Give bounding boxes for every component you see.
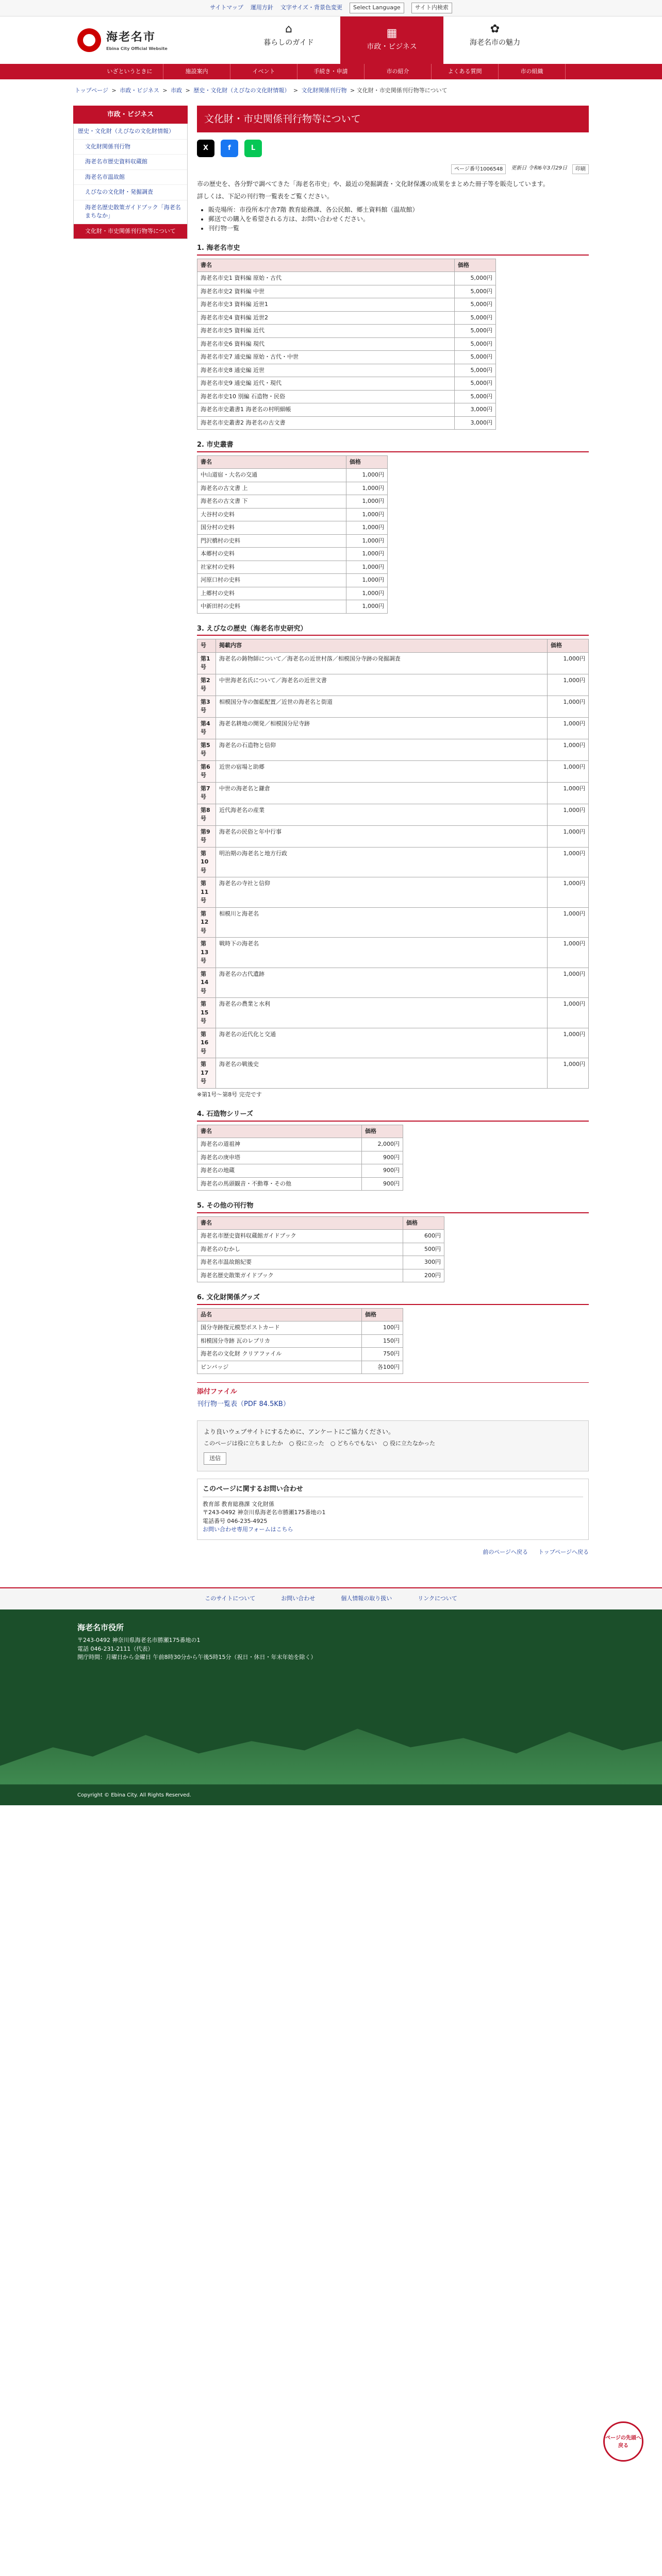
table-cell: 海老名の古文書 上 [197, 482, 346, 495]
table-cell: 1,000円 [548, 696, 589, 717]
table-cell: 1,000円 [548, 847, 589, 877]
table-cell: 150円 [362, 1334, 403, 1348]
table-cell: 海老名耕地の開発／相模国分尼寺跡 [216, 717, 548, 739]
table-cell: 海老名市史4 資料編 近世2 [197, 311, 455, 325]
quick-emergency[interactable]: いざというときに [96, 64, 163, 79]
column-header: 書名 [197, 259, 455, 272]
page-nav [197, 1548, 589, 1557]
soldout-note: ※第1号～第8号 完売です [197, 1091, 262, 1098]
city-history-table [197, 259, 496, 430]
column-header: 品名 [197, 1308, 362, 1321]
table-cell: 海老名の庚申塔 [197, 1151, 362, 1164]
table-cell: 1,000円 [548, 804, 589, 825]
utility-bar [0, 0, 662, 16]
table-cell: 1,000円 [346, 600, 388, 614]
table-row [197, 534, 388, 548]
table-row [197, 1177, 403, 1191]
page-title: 文化財・市史関係刊行物等について [197, 106, 589, 133]
table-cell: 1,000円 [346, 534, 388, 548]
table-cell: 海老名市史7 通史編 原始・古代・中世 [197, 351, 455, 364]
updated-date: 更新日 令和6年3月29日 [511, 165, 567, 171]
table-cell: 第8号 [197, 804, 216, 825]
table-cell: 5,000円 [455, 390, 496, 403]
contact-box [197, 1479, 589, 1540]
table-cell: 1,000円 [346, 482, 388, 495]
table-cell: 第17号 [197, 1058, 216, 1089]
pdf-download-link[interactable]: 刊行物一覧表（PDF 84.5KB） [197, 1400, 290, 1408]
column-header: 価格 [403, 1216, 444, 1230]
table-row [197, 272, 496, 285]
table-cell: 第15号 [197, 998, 216, 1028]
table-row [197, 377, 496, 391]
table-cell: 第3号 [197, 696, 216, 717]
table-header-row [197, 455, 388, 469]
table-cell: 本郷村の史料 [197, 548, 346, 561]
survey-label: このページは役に立ちましたか [204, 1440, 283, 1447]
column-header: 掲載内容 [216, 639, 548, 653]
table-cell: 海老名の馬頭観音・不動尊・その他 [197, 1177, 362, 1191]
table-cell: 第6号 [197, 760, 216, 782]
table-cell: 2,000円 [362, 1138, 403, 1151]
attachment-section [197, 1382, 589, 1413]
font-size-link[interactable]: 文字サイズ・背景色変更 [280, 4, 342, 11]
table-cell: 1,000円 [346, 508, 388, 521]
survey-radio[interactable]: ○ 役に立った [289, 1440, 324, 1447]
goods-table [197, 1308, 403, 1375]
table-cell: 5,000円 [455, 311, 496, 325]
intro-text: 詳しくは、下記の刊行物一覧表をご覧ください。 [197, 193, 334, 200]
survey-question: より良いウェブサイトにするために、アンケートにご協力ください。 [204, 1428, 394, 1435]
table-row [197, 1058, 589, 1089]
survey-options [204, 1439, 582, 1448]
contact-address: 〒243-0492 神奈川県海老名市勝瀬175番地の1 [203, 1509, 326, 1516]
city-emblem-icon [77, 28, 101, 52]
x-share-icon[interactable]: X [197, 140, 214, 157]
table-cell: 海老名の近代化と交通 [216, 1028, 548, 1058]
footer-address: 〒243-0492 神奈川県海老名市勝瀬175番地の1 [77, 1637, 201, 1643]
sidebar-item[interactable]: 文化財関係刊行物 [74, 139, 187, 155]
sidebar-item[interactable]: えびなの文化財・発掘調査 [74, 184, 187, 200]
table-cell: 第1号 [197, 652, 216, 674]
section-heading: 2. 市史叢書 [197, 439, 589, 452]
table-row [197, 298, 496, 312]
table-cell: 1,000円 [548, 1058, 589, 1089]
global-nav [237, 16, 547, 64]
table-cell: 中世海老名氏について／海老名の近世文書 [216, 674, 548, 696]
stone-series-table [197, 1125, 403, 1191]
quick-organization[interactable]: 市の組織 [499, 64, 566, 79]
table-cell: 海老名市史9 通史編 近代・現代 [197, 377, 455, 391]
table-cell: 近代海老名の産業 [216, 804, 548, 825]
table-cell: 5,000円 [455, 325, 496, 338]
table-cell: 相模国分寺の伽藍配置／近世の海老名と街道 [216, 696, 548, 717]
table-row [197, 508, 388, 521]
table-cell: 1,000円 [548, 760, 589, 782]
column-header: 価格 [455, 259, 496, 272]
table-cell: 海老名の寺社と信仰 [216, 877, 548, 908]
table-cell: 各100円 [362, 1361, 403, 1374]
table-cell: 5,000円 [455, 377, 496, 391]
table-cell: 1,000円 [346, 469, 388, 482]
table-cell: 社家村の史料 [197, 561, 346, 574]
site-name: 海老名市 Ebina City Official Website [106, 30, 168, 51]
table-header-row [197, 1308, 403, 1321]
table-cell: 1,000円 [346, 574, 388, 587]
sitemap-link[interactable]: サイトマップ [210, 4, 243, 11]
table-cell: 5,000円 [455, 364, 496, 377]
table-cell: 5,000円 [455, 285, 496, 298]
table-cell: 1,000円 [548, 674, 589, 696]
crumb-shisei[interactable]: 市政 [171, 87, 183, 94]
table-row [197, 739, 589, 760]
table-row [197, 907, 589, 938]
table-cell: 1,000円 [548, 938, 589, 968]
page-meta [197, 164, 589, 174]
table-cell: 第9号 [197, 825, 216, 847]
table-row [197, 847, 589, 877]
page-number: ページ番号1006548 [451, 164, 506, 174]
table-cell: 5,000円 [455, 351, 496, 364]
attachment-heading: 添付ファイル [197, 1388, 237, 1396]
table-cell: 1,000円 [346, 495, 388, 509]
table-row [197, 1230, 444, 1243]
table-cell: 第5号 [197, 739, 216, 760]
section-heading: 1. 海老名市史 [197, 242, 589, 256]
table-header-row [197, 1125, 403, 1138]
contact-heading: このページに関するお問い合わせ [203, 1484, 583, 1497]
print-button[interactable]: 印刷 [572, 164, 589, 174]
quick-events[interactable]: イベント [230, 64, 297, 79]
intro-list-item: • 刊行物一覧 [208, 224, 589, 233]
nav-attractions[interactable]: ✿ 海老名市の魅力 [443, 16, 547, 64]
table-cell: 1,000円 [346, 587, 388, 600]
table-row [197, 390, 496, 403]
table-row [197, 325, 496, 338]
table-cell: 中世の海老名と鎌倉 [216, 782, 548, 804]
table-row [197, 548, 388, 561]
table-cell: 海老名の民俗と年中行事 [216, 825, 548, 847]
quick-city-intro[interactable]: 市の紹介 [365, 64, 432, 79]
table-cell: 海老名市史2 資料編 中世 [197, 285, 455, 298]
table-row [197, 600, 388, 614]
footer-hours: 開庁時間：月曜日から金曜日 午前8時30分から午後5時15分（祝日・休日・年末年始を除く） [77, 1654, 317, 1660]
section-heading: 3. えびなの歴史（海老名市史研究） [197, 623, 589, 636]
table-cell: 海老名市史5 資料編 近代 [197, 325, 455, 338]
table-row [197, 561, 388, 574]
table-cell: 1,000円 [548, 717, 589, 739]
table-cell: 上郷村の史料 [197, 587, 346, 600]
table-cell: 海老名のむかし [197, 1243, 403, 1256]
table-cell: 国分寺跡復元模型ポストカード [197, 1321, 362, 1335]
home-link[interactable]: トップページへ戻る [538, 1548, 589, 1555]
crumb-history[interactable]: 歴史・文化財（えびなの文化財情報） [193, 87, 290, 94]
table-row [197, 717, 589, 739]
footer-link[interactable]: お問い合わせ [281, 1595, 316, 1602]
sidebar-item[interactable]: 海老名市歴史資料収蔵館 [74, 154, 187, 170]
table-cell: 門沢橋村の史料 [197, 534, 346, 548]
table-cell: 第13号 [197, 938, 216, 968]
table-cell: 海老名市史8 通史編 近世 [197, 364, 455, 377]
table-row [197, 495, 388, 509]
table-cell: 海老名市史10 別編 石造物・民俗 [197, 390, 455, 403]
table-row [197, 998, 589, 1028]
table-row [197, 804, 589, 825]
table-cell: 1,000円 [548, 907, 589, 938]
site-header [0, 16, 662, 64]
column-header: 価格 [362, 1308, 403, 1321]
footer-org-name: 海老名市役所 [77, 1622, 124, 1632]
table-row [197, 521, 388, 535]
table-row [197, 782, 589, 804]
survey-box [197, 1420, 589, 1471]
table-cell: 5,000円 [455, 337, 496, 351]
table-row [197, 351, 496, 364]
section-heading: 4. 石造物シリーズ [197, 1108, 589, 1122]
table-row [197, 364, 496, 377]
table-cell: 河原口村の史料 [197, 574, 346, 587]
column-header: 価格 [346, 455, 388, 469]
intro-list-item: • 販売場所：市役所本庁舎7階 教育総務課、各公民館、郷土資料館（温故館） [208, 205, 589, 214]
survey-radio[interactable]: ○ 役に立たなかった [383, 1440, 435, 1447]
table-cell: 海老名市史3 資料編 近世1 [197, 298, 455, 312]
table-row [197, 1348, 403, 1361]
table-cell: 明治期の海老名と地方行政 [216, 847, 548, 877]
table-row [197, 652, 589, 674]
section-heading: 5. その他の刊行物 [197, 1200, 589, 1213]
quick-faq[interactable]: よくある質問 [432, 64, 499, 79]
section-heading: 6. 文化財関係グッズ [197, 1292, 589, 1305]
language-select[interactable]: Select Language [350, 3, 404, 13]
column-header: 号 [197, 639, 216, 653]
table-cell: 200円 [403, 1269, 444, 1282]
table-row [197, 1361, 403, 1374]
column-header: 価格 [548, 639, 589, 653]
table-cell: 3,000円 [455, 416, 496, 430]
table-row [197, 1164, 403, 1178]
table-cell: 1,000円 [548, 998, 589, 1028]
line-share-icon[interactable]: L [244, 140, 262, 157]
intro-text: 市の歴史を、各分野で調べてきた「海老名市史」や、最近の発掘調査・文化財保護の成果をまとめた冊子等を販売しています。 [197, 180, 549, 188]
table-cell: 1,000円 [548, 877, 589, 908]
sidebar [73, 106, 188, 1557]
table-row [197, 825, 589, 847]
table-cell: 近世の宿場と助郷 [216, 760, 548, 782]
table-row [197, 938, 589, 968]
table-header-row [197, 639, 589, 653]
policy-link[interactable]: 運用方針 [250, 4, 273, 11]
table-cell: 大谷村の史料 [197, 508, 346, 521]
footer-tel: 電話 046-231-2111（代表） [77, 1645, 154, 1652]
table-row [197, 1256, 444, 1269]
share-buttons [197, 132, 589, 164]
table-cell: 1,000円 [548, 968, 589, 998]
table-cell: 900円 [362, 1164, 403, 1178]
survey-radio[interactable]: ○ どちらでもない [330, 1440, 377, 1447]
other-publications-table [197, 1216, 444, 1283]
table-cell: 1,000円 [548, 739, 589, 760]
table-row [197, 1243, 444, 1256]
table-cell: 第16号 [197, 1028, 216, 1058]
table-cell: 5,000円 [455, 298, 496, 312]
table-cell: 1,000円 [346, 561, 388, 574]
table-cell: 相模国分寺跡 瓦のレプリカ [197, 1334, 362, 1348]
column-header: 価格 [362, 1125, 403, 1138]
breadcrumb: トップページ > 市政・ビジネス > 市政 > 歴史・文化財（えびなの文化財情報） > 文化財関係刊行物 > 文化財・市史関係刊行物等について [75, 87, 448, 94]
table-row [197, 877, 589, 908]
table-row [197, 1334, 403, 1348]
site-search-input[interactable]: サイト内検索 [411, 3, 452, 13]
table-cell: 第12号 [197, 907, 216, 938]
table-cell: 中新田村の史料 [197, 600, 346, 614]
building-icon: ▦ [386, 27, 398, 40]
table-cell: 海老名の農業と水利 [216, 998, 548, 1028]
column-header: 書名 [197, 455, 346, 469]
crumb-home[interactable]: トップページ [75, 87, 109, 94]
column-header: 書名 [197, 1216, 403, 1230]
table-cell: 750円 [362, 1348, 403, 1361]
table-cell: 海老名市史1 資料編 原始・古代 [197, 272, 455, 285]
table-cell: 海老名の戦後史 [216, 1058, 548, 1089]
sidebar-item[interactable]: 歴史・文化財（えびなの文化財情報） [74, 124, 187, 139]
site-footer [0, 1609, 662, 1805]
table-cell: 1,000円 [346, 521, 388, 535]
column-header: 書名 [197, 1125, 362, 1138]
table-cell: 1,000円 [346, 548, 388, 561]
table-row [197, 285, 496, 298]
ebina-history-journal-table [197, 639, 589, 1089]
site-logo[interactable] [77, 28, 191, 52]
table-row [197, 968, 589, 998]
table-cell: 1,000円 [548, 782, 589, 804]
table-cell: 第4号 [197, 717, 216, 739]
table-row [197, 482, 388, 495]
table-cell: 海老名の古文書 下 [197, 495, 346, 509]
footer-link[interactable]: 個人情報の取り扱い [341, 1595, 392, 1602]
table-cell: 海老名の鋳物師について／海老名の近世村落／相模国分寺跡の発掘調査 [216, 652, 548, 674]
table-header-row [197, 259, 496, 272]
table-cell: 100円 [362, 1321, 403, 1335]
table-cell: 海老名市史6 資料編 現代 [197, 337, 455, 351]
table-cell: 海老名の地蔵 [197, 1164, 362, 1178]
footer-link[interactable]: リンクについて [418, 1595, 457, 1602]
quick-procedures[interactable]: 手続き・申請 [297, 64, 365, 79]
page-top-button[interactable]: ページの先頭へ戻る [603, 2421, 643, 2462]
table-cell: 900円 [362, 1151, 403, 1164]
table-cell: 第2号 [197, 674, 216, 696]
cityscape-illustration [0, 1723, 662, 1785]
contact-form-link[interactable]: お問い合わせ専用フォームはこちら [203, 1526, 293, 1533]
table-row [197, 311, 496, 325]
table-row [197, 760, 589, 782]
table-cell: 第10号 [197, 847, 216, 877]
table-row [197, 337, 496, 351]
table-row [197, 1269, 444, 1282]
table-cell: 1,000円 [548, 1028, 589, 1058]
footer-nav [0, 1587, 662, 1609]
table-row [197, 674, 589, 696]
table-cell: 5,000円 [455, 272, 496, 285]
table-cell: 海老名の古代遺跡 [216, 968, 548, 998]
table-cell: 国分村の史料 [197, 521, 346, 535]
table-cell: 海老名の道祖神 [197, 1138, 362, 1151]
quick-links-bar [0, 64, 662, 79]
table-cell: 中山道宿・大名の交通 [197, 469, 346, 482]
table-cell: 海老名市温故館紀要 [197, 1256, 403, 1269]
table-row [197, 587, 388, 600]
table-cell: 1,000円 [548, 825, 589, 847]
table-row [197, 1151, 403, 1164]
table-cell: 海老名歴史散策ガイドブック [197, 1269, 403, 1282]
table-row [197, 696, 589, 717]
footer-link[interactable]: このサイトについて [205, 1595, 256, 1602]
star-icon: ✿ [490, 23, 500, 36]
table-cell: ピンバッジ [197, 1361, 362, 1374]
nav-government[interactable]: ▦ 市政・ビジネス [340, 16, 443, 64]
table-cell: 海老名の文化財 クリアファイル [197, 1348, 362, 1361]
table-cell: 3,000円 [455, 403, 496, 417]
quick-facilities[interactable]: 施設案内 [163, 64, 230, 79]
table-cell: 1,000円 [548, 652, 589, 674]
sidebar-heading: 市政・ビジネス [73, 106, 188, 124]
table-row [197, 1321, 403, 1335]
table-cell: 相模川と海老名 [216, 907, 548, 938]
table-cell: 第14号 [197, 968, 216, 998]
contact-tel: 電話番号 046-235-4925 [203, 1517, 268, 1524]
table-cell: 900円 [362, 1177, 403, 1191]
table-row [197, 403, 496, 417]
survey-submit-button[interactable]: 送信 [204, 1452, 226, 1465]
sidebar-item[interactable]: 海老名市温故館 [74, 170, 187, 185]
table-cell: 500円 [403, 1243, 444, 1256]
table-cell: 海老名市史叢書2 海老名の古文書 [197, 416, 455, 430]
main-content [197, 106, 589, 1557]
copyright: Copyright © Ebina City. All Rights Reserved. [77, 1792, 191, 1798]
back-link[interactable]: 前のページへ戻る [483, 1548, 528, 1555]
table-cell: 第11号 [197, 877, 216, 908]
table-cell: 海老名市歴史資料収蔵館ガイドブック [197, 1230, 403, 1243]
intro-list-item: • 郵送での購入を希望される方は、お問い合わせください。 [208, 214, 589, 224]
table-header-row [197, 1216, 444, 1230]
crumb-publications[interactable]: 文化財関係刊行物 [301, 87, 347, 94]
table-cell: 海老名市史叢書1 海老名の村明細帳 [197, 403, 455, 417]
table-row [197, 1028, 589, 1058]
table-row [197, 469, 388, 482]
table-row [197, 1138, 403, 1151]
sidebar-item[interactable]: 海老名歴史散策ガイドブック「海老名まちなか」 [74, 200, 187, 224]
history-series-table [197, 455, 388, 614]
house-icon: ⌂ [285, 23, 292, 36]
crumb-government[interactable]: 市政・ビジネス [120, 87, 159, 94]
contact-dept: 教育部 教育総務課 文化財係 [203, 1500, 274, 1507]
table-cell: 戦時下の海老名 [216, 938, 548, 968]
table-cell: 第7号 [197, 782, 216, 804]
table-cell: 300円 [403, 1256, 444, 1269]
table-row [197, 416, 496, 430]
table-cell: 海老名の石造物と信仰 [216, 739, 548, 760]
intro-section [197, 179, 589, 233]
nav-living[interactable]: ⌂ 暮らしのガイド [237, 16, 340, 64]
table-cell: 600円 [403, 1230, 444, 1243]
facebook-share-icon[interactable]: f [221, 140, 238, 157]
crumb-current: 文化財・市史関係刊行物等について [356, 87, 448, 94]
table-row [197, 574, 388, 587]
sidebar-item-current[interactable]: 文化財・市史関係刊行物等について [74, 224, 187, 239]
